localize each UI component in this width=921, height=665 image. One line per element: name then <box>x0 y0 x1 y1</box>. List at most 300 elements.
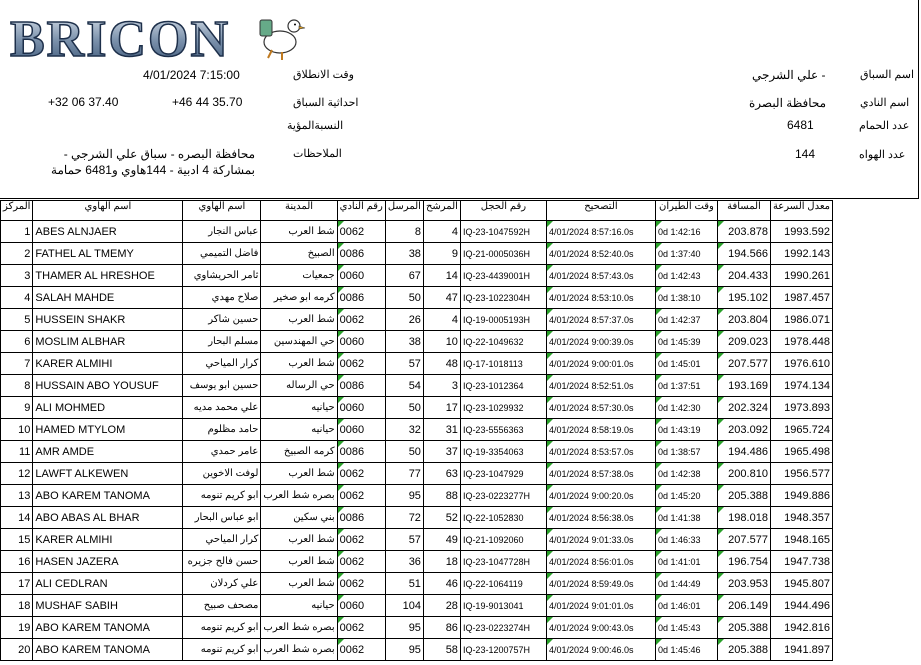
cell-comment-marker <box>718 309 724 315</box>
cell-text: 0062 <box>339 225 365 238</box>
cell-text: الصبيخ <box>307 248 335 259</box>
cell-distance <box>717 639 770 661</box>
cell-comment-marker <box>656 419 662 425</box>
table-row <box>1 221 833 243</box>
cell-comment-marker <box>338 221 344 227</box>
cell-city <box>261 551 337 573</box>
cell-corrected-time <box>546 573 655 595</box>
cell-ring-number <box>460 485 546 507</box>
cell-city <box>261 639 337 661</box>
cell-club-number <box>337 309 385 331</box>
cell-text: 1949.886 <box>784 489 831 502</box>
cell-ring-number <box>460 529 546 551</box>
cell-text: 50 <box>408 291 421 304</box>
cell-text: 1956.577 <box>784 467 831 480</box>
cell-text: 4/01/2024 9:00:39.0s <box>548 336 634 347</box>
cell-fancier-name-en <box>33 463 183 485</box>
cell-comment-marker <box>338 353 344 359</box>
start-time-value: 4/01/2024 7:15:00 <box>143 68 240 82</box>
cell-comment-marker <box>338 551 344 557</box>
cell-rank <box>1 353 33 375</box>
cell-sent-count <box>385 573 423 595</box>
cell-text: 207.577 <box>728 533 768 546</box>
table-row <box>1 287 833 309</box>
cell-comment-marker <box>547 507 553 513</box>
cell-flight-time <box>655 353 717 375</box>
cell-distance <box>717 331 770 353</box>
cell-text: 195.102 <box>728 291 768 304</box>
cell-text: IQ-19-3354063 <box>462 446 524 457</box>
cell-speed <box>770 309 832 331</box>
cell-comment-marker <box>547 617 553 623</box>
cell-comment-marker <box>718 639 724 645</box>
cell-city <box>261 463 337 485</box>
cell-fancier-name-en <box>33 287 183 309</box>
cell-club-number <box>337 595 385 617</box>
col-header-speed: معدل السرعة <box>770 201 832 221</box>
cell-rank <box>1 243 33 265</box>
fanciers-count-value: 144 <box>795 147 816 161</box>
cell-text: 37 <box>445 445 458 458</box>
race-name-value: علي الشرجي - <box>752 68 826 82</box>
cell-comment-marker <box>338 265 344 271</box>
cell-corrected-time <box>546 551 655 573</box>
cell-comment-marker <box>718 507 724 513</box>
cell-text: 4/01/2024 8:56:01.0s <box>548 556 634 567</box>
cell-text: 204.433 <box>728 269 768 282</box>
cell-text: كرار المياحي <box>205 534 259 545</box>
col-header-ring-no: رقم الحجل <box>460 201 546 221</box>
cell-text: 202.324 <box>728 401 768 414</box>
cell-text: ABO KAREM TANOMA <box>35 621 150 634</box>
cell-speed <box>770 551 832 573</box>
cell-text: 10 <box>445 335 458 348</box>
cell-text: 4/01/2024 9:00:46.0s <box>548 644 634 655</box>
cell-text: 1947.738 <box>784 555 831 568</box>
club-label: اسم النادي <box>860 97 910 109</box>
coordinate-latitude: +32 06 37.40 <box>48 95 119 109</box>
notes-value: محافظة البصره - سباق علي الشرجي - بمشاركة 4 ادبية - 144هاوي و6481 حمامة <box>51 147 255 177</box>
cell-ring-number <box>460 617 546 639</box>
cell-text: IQ-19-0005193H <box>462 314 530 325</box>
cell-comment-marker <box>718 595 724 601</box>
cell-nominated-count <box>423 265 460 287</box>
cell-text: 0086 <box>339 379 365 392</box>
cell-comment-marker <box>547 397 553 403</box>
notes-label: الملاحظات <box>293 148 342 160</box>
cell-text: 38 <box>408 335 421 348</box>
cell-distance <box>717 397 770 419</box>
cell-city <box>261 529 337 551</box>
cell-text: شط العرب <box>288 578 335 589</box>
cell-comment-marker <box>718 287 724 293</box>
cell-club-number <box>337 265 385 287</box>
cell-fancier-name-ar <box>183 331 261 353</box>
cell-comment-marker <box>338 617 344 623</box>
cell-text: IQ-23-0223274H <box>462 622 530 633</box>
cell-rank <box>1 265 33 287</box>
cell-fancier-name-en <box>33 595 183 617</box>
cell-text: 0062 <box>339 313 365 326</box>
cell-corrected-time <box>546 243 655 265</box>
cell-text: IQ-22-1052830 <box>462 512 524 523</box>
cell-distance <box>717 353 770 375</box>
cell-text: 14 <box>445 269 458 282</box>
cell-text: شط العرب <box>288 556 335 567</box>
coordinates-label: احداثية السباق <box>293 97 359 109</box>
cell-text: كرمه ابو صخير <box>273 292 335 303</box>
cell-text: 104 <box>402 599 421 612</box>
cell-club-number <box>337 441 385 463</box>
cell-text: شط العرب <box>288 314 335 325</box>
cell-fancier-name-ar <box>183 551 261 573</box>
cell-text: 1945.807 <box>784 577 831 590</box>
cell-comment-marker <box>718 353 724 359</box>
cell-text: 50 <box>408 445 421 458</box>
cell-text: 0060 <box>339 401 365 414</box>
cell-city <box>261 309 337 331</box>
cell-text: 0086 <box>339 247 365 260</box>
cell-speed <box>770 485 832 507</box>
cell-speed <box>770 243 832 265</box>
cell-text: KARER ALMIHI <box>35 533 113 546</box>
cell-ring-number <box>460 441 546 463</box>
cell-flight-time <box>655 309 717 331</box>
cell-fancier-name-en <box>33 353 183 375</box>
cell-rank <box>1 441 33 463</box>
cell-text: 95 <box>408 643 421 656</box>
cell-flight-time <box>655 529 717 551</box>
cell-city <box>261 617 337 639</box>
cell-text: THAMER AL HRESHOE <box>35 269 155 282</box>
cell-text: ALI CEDLRAN <box>35 577 108 590</box>
cell-fancier-name-en <box>33 441 183 463</box>
cell-corrected-time <box>546 463 655 485</box>
cell-text: بصره شط العرب <box>263 644 335 655</box>
cell-text: بني سكين <box>293 512 335 523</box>
cell-comment-marker <box>718 397 724 403</box>
start-time-label: وقت الانطلاق <box>293 69 354 81</box>
cell-distance <box>717 287 770 309</box>
cell-text: 17 <box>18 577 31 590</box>
cell-city <box>261 243 337 265</box>
cell-distance <box>717 529 770 551</box>
club-value: محافظة البصرة <box>749 96 827 110</box>
percent-label: النسبةالمؤية <box>287 120 344 132</box>
cell-nominated-count <box>423 331 460 353</box>
cell-nominated-count <box>423 287 460 309</box>
cell-sent-count <box>385 397 423 419</box>
cell-text: 1 <box>24 225 31 238</box>
cell-club-number <box>337 331 385 353</box>
cell-fancier-name-ar <box>183 441 261 463</box>
cell-text: 32 <box>408 423 421 436</box>
cell-text: 1965.498 <box>784 445 831 458</box>
cell-text: 196.754 <box>728 555 768 568</box>
cell-rank <box>1 463 33 485</box>
cell-text: 1987.457 <box>784 291 831 304</box>
cell-text: 193.169 <box>728 379 768 392</box>
cell-distance <box>717 441 770 463</box>
cell-corrected-time <box>546 507 655 529</box>
cell-text: حيانيه <box>311 600 335 611</box>
cell-text: 0d 1:37:51 <box>657 380 701 391</box>
cell-corrected-time <box>546 485 655 507</box>
cell-corrected-time <box>546 331 655 353</box>
cell-corrected-time <box>546 375 655 397</box>
cell-text: لوفت الاخوين <box>202 468 259 479</box>
cell-text: 0060 <box>339 335 365 348</box>
cell-text: 9 <box>451 247 458 260</box>
cell-text: ابو كريم تنومه <box>200 622 259 633</box>
cell-flight-time <box>655 639 717 661</box>
cell-text: IQ-23-1012364 <box>462 380 524 391</box>
cell-text: مصحف صبيح <box>203 600 259 611</box>
cell-text: IQ-23-1047728H <box>462 556 530 567</box>
cell-comment-marker <box>656 331 662 337</box>
col-header-club-no: رقم النادي <box>337 201 385 221</box>
cell-rank <box>1 331 33 353</box>
cell-club-number <box>337 419 385 441</box>
cell-nominated-count <box>423 463 460 485</box>
cell-comment-marker <box>656 287 662 293</box>
cell-rank <box>1 617 33 639</box>
cell-text: 203.092 <box>728 423 768 436</box>
cell-text: 9 <box>24 401 31 414</box>
cell-text: ABO KAREM TANOMA <box>35 643 150 656</box>
cell-sent-count <box>385 639 423 661</box>
cell-text: 0060 <box>339 599 365 612</box>
bricon-logo <box>8 6 308 66</box>
cell-ring-number <box>460 331 546 353</box>
cell-nominated-count <box>423 221 460 243</box>
cell-text: جمعيات <box>302 270 335 281</box>
cell-text: 1965.724 <box>784 423 831 436</box>
cell-text: IQ-23-5556363 <box>462 424 524 435</box>
table-row <box>1 331 833 353</box>
cell-distance <box>717 419 770 441</box>
cell-fancier-name-ar <box>183 375 261 397</box>
cell-text: 1974.134 <box>784 379 831 392</box>
cell-nominated-count <box>423 353 460 375</box>
table-row <box>1 419 833 441</box>
cell-fancier-name-ar <box>183 309 261 331</box>
cell-text: 0d 1:45:46 <box>657 644 701 655</box>
cell-speed <box>770 353 832 375</box>
cell-text: 4/01/2024 8:57:43.0s <box>548 270 634 281</box>
cell-text: 16 <box>18 555 31 568</box>
cell-text: 4/01/2024 8:57:16.0s <box>548 226 634 237</box>
cell-text: 95 <box>408 621 421 634</box>
cell-fancier-name-en <box>33 639 183 661</box>
cell-sent-count <box>385 375 423 397</box>
cell-comment-marker <box>338 397 344 403</box>
cell-ring-number <box>460 265 546 287</box>
cell-fancier-name-en <box>33 265 183 287</box>
cell-ring-number <box>460 353 546 375</box>
cell-comment-marker <box>547 309 553 315</box>
table-row <box>1 485 833 507</box>
cell-comment-marker <box>656 573 662 579</box>
col-header-fancier-en: اسم الهاوي <box>33 201 183 221</box>
cell-rank <box>1 573 33 595</box>
col-header-rank: المركز <box>1 201 33 221</box>
cell-club-number <box>337 573 385 595</box>
cell-sent-count <box>385 265 423 287</box>
cell-text: 52 <box>445 511 458 524</box>
cell-text: IQ-23-4439001H <box>462 270 530 281</box>
cell-text: 194.486 <box>728 445 768 458</box>
col-header-flight-time: وقت الطيران <box>655 201 717 221</box>
cell-corrected-time <box>546 639 655 661</box>
cell-flight-time <box>655 441 717 463</box>
cell-text: 51 <box>408 577 421 590</box>
cell-text: 0d 1:43:19 <box>657 424 701 435</box>
cell-text: 47 <box>445 291 458 304</box>
cell-fancier-name-en <box>33 397 183 419</box>
cell-flight-time <box>655 507 717 529</box>
cell-text: 4 <box>451 225 458 238</box>
cell-comment-marker <box>547 639 553 645</box>
cell-text: 1992.143 <box>784 247 831 260</box>
cell-text: 0062 <box>339 533 365 546</box>
cell-text: 0062 <box>339 643 365 656</box>
cell-text: 4/01/2024 9:00:43.0s <box>548 622 634 633</box>
cell-text: ABES ALNJAER <box>35 225 117 238</box>
table-row <box>1 529 833 551</box>
cell-fancier-name-ar <box>183 529 261 551</box>
cell-club-number <box>337 287 385 309</box>
cell-rank <box>1 529 33 551</box>
cell-text: 4/01/2024 8:53:57.0s <box>548 446 634 457</box>
cell-text: حسين شاكر <box>208 314 259 325</box>
cell-text: 205.388 <box>728 621 768 634</box>
cell-text: 4/01/2024 9:00:01.0s <box>548 358 634 369</box>
cell-text: IQ-19-9013041 <box>462 600 524 611</box>
cell-fancier-name-en <box>33 243 183 265</box>
cell-club-number <box>337 529 385 551</box>
cell-text: صلاح مهدي <box>211 292 259 303</box>
cell-text: 4/01/2024 8:58:19.0s <box>548 424 634 435</box>
cell-comment-marker <box>656 529 662 535</box>
cell-text: 63 <box>445 467 458 480</box>
cell-text: AMR AMDE <box>35 445 95 458</box>
pigeons-count-label: عدد الحمام <box>859 120 910 132</box>
cell-flight-time <box>655 595 717 617</box>
cell-text: 0d 1:46:01 <box>657 600 701 611</box>
cell-fancier-name-ar <box>183 397 261 419</box>
cell-text: 50 <box>408 401 421 414</box>
cell-text: 0062 <box>339 621 365 634</box>
cell-comment-marker <box>338 485 344 491</box>
cell-text: علي كردلان <box>210 578 259 589</box>
table-row <box>1 265 833 287</box>
cell-text: 95 <box>408 489 421 502</box>
cell-distance <box>717 309 770 331</box>
cell-text: 4/01/2024 8:53:10.0s <box>548 292 634 303</box>
cell-fancier-name-en <box>33 573 183 595</box>
cell-rank <box>1 485 33 507</box>
cell-text: 4/01/2024 9:01:33.0s <box>548 534 634 545</box>
cell-comment-marker <box>656 507 662 513</box>
cell-distance <box>717 573 770 595</box>
cell-comment-marker <box>338 287 344 293</box>
cell-text: 4/01/2024 8:52:40.0s <box>548 248 634 259</box>
table-row <box>1 353 833 375</box>
cell-text: حي الرساله <box>286 380 335 391</box>
cell-flight-time <box>655 551 717 573</box>
cell-ring-number <box>460 221 546 243</box>
cell-text: 194.566 <box>728 247 768 260</box>
cell-comment-marker <box>547 331 553 337</box>
cell-club-number <box>337 639 385 661</box>
cell-text: حيانيه <box>311 402 335 413</box>
table-row <box>1 617 833 639</box>
cell-comment-marker <box>718 265 724 271</box>
cell-ring-number <box>460 573 546 595</box>
cell-text: 0086 <box>339 291 365 304</box>
cell-text: 58 <box>445 643 458 656</box>
cell-ring-number <box>460 397 546 419</box>
table-row <box>1 573 833 595</box>
cell-nominated-count <box>423 243 460 265</box>
cell-text: 19 <box>18 621 31 634</box>
cell-text: 0060 <box>339 423 365 436</box>
cell-sent-count <box>385 441 423 463</box>
cell-fancier-name-en <box>33 221 183 243</box>
cell-fancier-name-ar <box>183 639 261 661</box>
cell-flight-time <box>655 397 717 419</box>
cell-text: 0086 <box>339 511 365 524</box>
cell-text: شط العرب <box>288 468 335 479</box>
cell-text: 7 <box>24 357 31 370</box>
cell-corrected-time <box>546 221 655 243</box>
cell-comment-marker <box>656 265 662 271</box>
cell-text: LAWFT ALKEWEN <box>35 467 129 480</box>
cell-text: IQ-23-1029932 <box>462 402 524 413</box>
cell-speed <box>770 617 832 639</box>
cell-fancier-name-en <box>33 375 183 397</box>
cell-text: IQ-21-0005036H <box>462 248 530 259</box>
cell-text: 2 <box>24 247 31 260</box>
cell-nominated-count <box>423 617 460 639</box>
cell-nominated-count <box>423 551 460 573</box>
cell-rank <box>1 309 33 331</box>
cell-text: ابو عباس البحار <box>194 512 259 523</box>
col-header-nominated: المرشح <box>423 201 460 221</box>
cell-text: 1973.893 <box>784 401 831 414</box>
cell-corrected-time <box>546 309 655 331</box>
cell-fancier-name-ar <box>183 573 261 595</box>
cell-text: حي المهندسين <box>273 336 335 347</box>
cell-text: HASEN JAZERA <box>35 555 119 568</box>
cell-text: ابو كريم تنومه <box>200 490 259 501</box>
cell-text: 18 <box>445 555 458 568</box>
cell-comment-marker <box>338 441 344 447</box>
table-row <box>1 595 833 617</box>
cell-fancier-name-ar <box>183 595 261 617</box>
cell-text: HUSSAIN ABO YOUSUF <box>35 379 159 392</box>
pigeons-count-value: 6481 <box>787 118 814 132</box>
cell-comment-marker <box>547 573 553 579</box>
cell-nominated-count <box>423 485 460 507</box>
cell-city <box>261 507 337 529</box>
cell-text: IQ-17-1018113 <box>462 358 523 369</box>
cell-text: 203.804 <box>728 313 768 326</box>
cell-rank <box>1 639 33 661</box>
cell-text: 3 <box>24 269 31 282</box>
cell-text: ALI MOHMED <box>35 401 106 414</box>
